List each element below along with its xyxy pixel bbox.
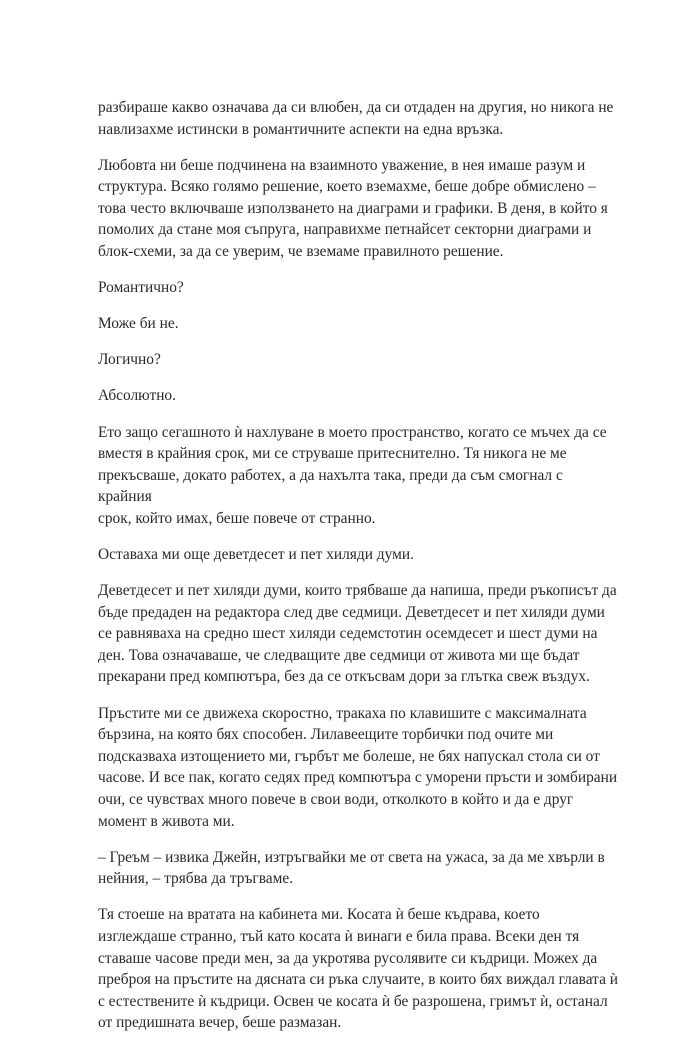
paragraph: разбираше какво означава да си влюбен, да си отдаден на другия, но никога не навлизахме истински в романтичните аспекти на една връзка. — [98, 99, 614, 138]
paragraph: Тя стоеше на вратата на кабинета ми. Косата ѝ беше къдрава, което изглеждаше странно, тъй като косата ѝ винаги е била права. Всеки ден тя ставаше часове преди мен, за да укротява русолявите си къдрици. Можех да преброя на пръстите на дясната си ръка случаите, в които бях виждал главата ѝ с естествените ѝ къдрици. Освен че косата ѝ бе разрошена, гримът ѝ, останал от предишната вечер, беше размазан. — [98, 906, 619, 1032]
paragraph: Деветдесет и пет хиляди думи, които трябваше да напиша, преди ръкописът да бъде предаден на редактора след две седмици. Деветдесет и пет хиляди думи се равняваха на средно шест хиляди седемстотин осемдесет и шест думи на ден. Това означаваше, че следващите две седмици от живота ми ще бъдат прекарани пред компютъра, без да се откъсвам дори за глътка свеж въздух. — [98, 582, 617, 686]
paragraph: Логично? — [98, 351, 161, 369]
paragraph: Абсолютно. — [98, 387, 176, 405]
paragraph: Любовта ни беше подчинена на взаимното уважение, в нея имаше разум и структура. Всяко голямо решение, което вземахме, беше добре обмислено – това често включваше използването на диаграми и графики. В деня, в който я помолих да стане моя съпруга, направихме петнайсет секторни диаграми и блок-схеми, за да се уверим, че вземаме правилното решение. — [98, 156, 608, 261]
document-body — [98, 97, 618, 1048]
paragraph: – Греъм – извика Джейн, изтръгвайки ме от света на ужаса, за да ме хвърли в нейния, – трябва да тръгваме. — [98, 848, 605, 888]
paragraph: Може би не. — [98, 315, 179, 333]
paragraph: Оставаха ми още деветдесет и пет хиляди думи. — [98, 546, 414, 563]
paragraph: Романтично? — [98, 279, 184, 297]
paragraph: Ето защо сегашното ѝ нахлуване в моето пространство, когато се мъчех да се вместя в крайния срок, ми се струваше притеснително. Тя никога не ме прекъсваше, докато работех, а да нахълта така, преди да съм смогнал с крайния срок, който имах, беше повече от странно. — [98, 423, 607, 527]
paragraph: Пръстите ми се движеха скоростно, тракаха по клавишите с максималната бързина, на която бях способен. Лилавеещите торбички под очите ми подсказваха изтощението ми, гърбът ме болеше, не бях напускал стола си от часове. И все пак, когато седях пред компютъра с уморени пръсти и зомбирани очи, се чувствах много повече в свои води, отколкото в който и да е друг момент в живота ми. — [98, 704, 618, 830]
